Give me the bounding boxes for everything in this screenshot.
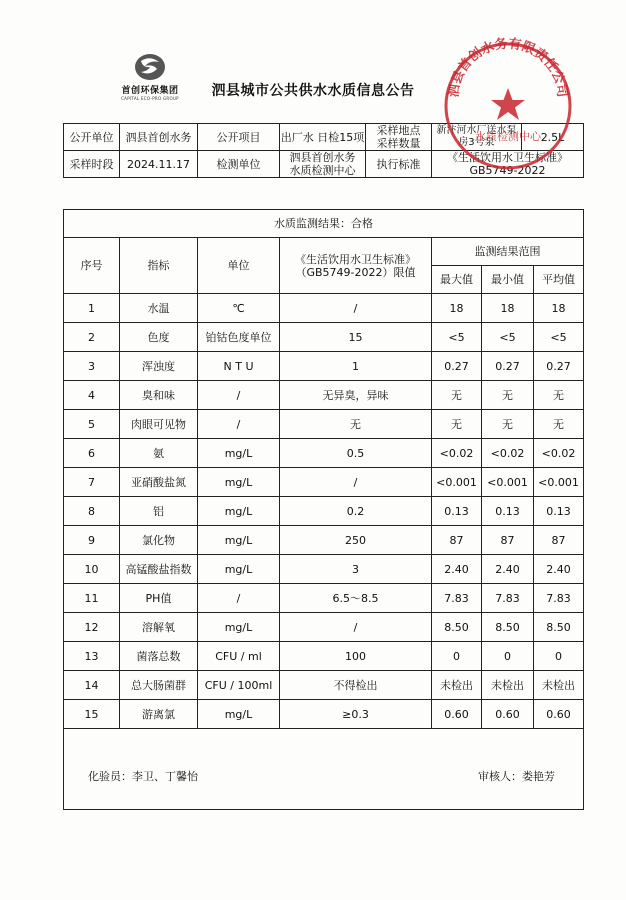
- cell-unit: /: [198, 381, 280, 410]
- test-dept-value: [280, 151, 366, 178]
- header-max: 最大值: [432, 266, 482, 294]
- cell-no: 11: [64, 584, 120, 613]
- header-no: 序号: [64, 238, 120, 294]
- cell-item: 总大肠菌群: [120, 671, 198, 700]
- cell-limit: ≥0.3: [280, 700, 432, 729]
- cell-avg: 87: [534, 526, 584, 555]
- public-item-label: 公开项目: [198, 124, 280, 151]
- logo-name-cn: 首创环保集团: [121, 86, 179, 96]
- cell-no: 12: [64, 613, 120, 642]
- logo-icon: [133, 52, 167, 82]
- cell-item: 水温: [120, 294, 198, 323]
- sample-place-label: 采样地点: [376, 124, 421, 137]
- cell-item: 溶解氧: [120, 613, 198, 642]
- cell-min: 18: [482, 294, 534, 323]
- cell-item: 菌落总数: [120, 642, 198, 671]
- cell-avg: <0.02: [534, 439, 584, 468]
- cell-avg: 无: [534, 381, 584, 410]
- cell-no: 8: [64, 497, 120, 526]
- cell-unit: ℃: [198, 294, 280, 323]
- cell-max: 2.40: [432, 555, 482, 584]
- cell-min: 87: [482, 526, 534, 555]
- cell-no: 9: [64, 526, 120, 555]
- public-unit-value: 泗县首创水务: [120, 124, 198, 151]
- cell-unit: 铂钴色度单位: [198, 323, 280, 352]
- cell-limit: 1: [280, 352, 432, 381]
- table-row: [64, 352, 584, 381]
- table-row: [64, 323, 584, 352]
- cell-unit: mg/L: [198, 439, 280, 468]
- cell-item: 铝: [120, 497, 198, 526]
- cell-max: 无: [432, 410, 482, 439]
- cell-unit: mg/L: [198, 700, 280, 729]
- cell-max: <5: [432, 323, 482, 352]
- cell-max: 8.50: [432, 613, 482, 642]
- table-row: [64, 584, 584, 613]
- cell-unit: mg/L: [198, 555, 280, 584]
- result-row: [64, 210, 584, 238]
- sample-time-label: 采样时段: [64, 151, 120, 178]
- header-unit: 单位: [198, 238, 280, 294]
- public-unit-label: 公开单位: [64, 124, 120, 151]
- sample-qty-value: 2.5L: [522, 124, 584, 151]
- standard-line-1: 《生活饮用水卫生标准》: [447, 151, 568, 164]
- cell-item: PH值: [120, 584, 198, 613]
- cell-no: 2: [64, 323, 120, 352]
- cell-max: <0.001: [432, 468, 482, 497]
- cell-limit: 0.5: [280, 439, 432, 468]
- cell-min: <5: [482, 323, 534, 352]
- cell-avg: 8.50: [534, 613, 584, 642]
- cell-max: 0: [432, 642, 482, 671]
- cell-item: 臭和味: [120, 381, 198, 410]
- header-limit-line-1: 《生活饮用水卫生标准》: [295, 252, 416, 266]
- cell-item: 浑浊度: [120, 352, 198, 381]
- cell-unit: N T U: [198, 352, 280, 381]
- cell-limit: 100: [280, 642, 432, 671]
- cell-min: 无: [482, 410, 534, 439]
- cell-unit: mg/L: [198, 526, 280, 555]
- tester-signature: 化验员：李卫、丁馨怡: [88, 770, 198, 783]
- cell-min: 0.27: [482, 352, 534, 381]
- cell-unit: mg/L: [198, 613, 280, 642]
- cell-limit: 不得检出: [280, 671, 432, 700]
- public-item-value: 出厂水 日检15项: [280, 124, 366, 151]
- table-row: [64, 613, 584, 642]
- cell-item: 色度: [120, 323, 198, 352]
- cell-limit: 无异臭，异味: [280, 381, 432, 410]
- cell-no: 3: [64, 352, 120, 381]
- cell-avg: <0.001: [534, 468, 584, 497]
- reviewer-signature: 审核人：娄艳芳: [478, 770, 555, 783]
- cell-unit: /: [198, 410, 280, 439]
- cell-item: 亚硝酸盐氮: [120, 468, 198, 497]
- cell-no: 6: [64, 439, 120, 468]
- cell-avg: 0.27: [534, 352, 584, 381]
- cell-min: 0.60: [482, 700, 534, 729]
- sample-place-qty-labels: [366, 124, 432, 151]
- cell-min: <0.02: [482, 439, 534, 468]
- header-item: 指标: [120, 238, 198, 294]
- table-row: [64, 526, 584, 555]
- test-dept-label: 检测单位: [198, 151, 280, 178]
- info-row-1: [64, 124, 584, 151]
- cell-unit: CFU / ml: [198, 642, 280, 671]
- cell-min: 0.13: [482, 497, 534, 526]
- cell-limit: /: [280, 294, 432, 323]
- table-row: [64, 671, 584, 700]
- svg-text:泗县首创水务有限责任公司: 泗县首创水务有限责任公司: [446, 36, 570, 99]
- cell-min: 未检出: [482, 671, 534, 700]
- cell-max: 0.27: [432, 352, 482, 381]
- table-row: [64, 642, 584, 671]
- cell-max: 0.60: [432, 700, 482, 729]
- cell-min: 2.40: [482, 555, 534, 584]
- cell-item: 氯化物: [120, 526, 198, 555]
- table-row: [64, 468, 584, 497]
- cell-min: 8.50: [482, 613, 534, 642]
- cell-unit: mg/L: [198, 468, 280, 497]
- table-row: [64, 381, 584, 410]
- cell-limit: 6.5～8.5: [280, 584, 432, 613]
- result-summary: 水质监测结果：合格: [64, 210, 584, 238]
- cell-unit: mg/L: [198, 497, 280, 526]
- cell-max: 87: [432, 526, 482, 555]
- cell-item: 肉眼可见物: [120, 410, 198, 439]
- standard-label: 执行标准: [366, 151, 432, 178]
- header-avg: 平均值: [534, 266, 584, 294]
- cell-min: <0.001: [482, 468, 534, 497]
- cell-avg: 未检出: [534, 671, 584, 700]
- header-limit: [280, 238, 432, 294]
- cell-max: 7.83: [432, 584, 482, 613]
- cell-limit: /: [280, 613, 432, 642]
- cell-min: 0: [482, 642, 534, 671]
- cell-no: 7: [64, 468, 120, 497]
- table-row: [64, 555, 584, 584]
- cell-limit: 0.2: [280, 497, 432, 526]
- sample-qty-label: 采样数量: [376, 137, 421, 150]
- cell-item: 氨: [120, 439, 198, 468]
- cell-item: 游离氯: [120, 700, 198, 729]
- standard-value: [432, 151, 584, 178]
- cell-no: 14: [64, 671, 120, 700]
- cell-limit: 15: [280, 323, 432, 352]
- cell-limit: 250: [280, 526, 432, 555]
- cell-max: 0.13: [432, 497, 482, 526]
- cell-limit: 无: [280, 410, 432, 439]
- results-table: [63, 209, 584, 810]
- sample-time-value: 2024.11.17: [120, 151, 198, 178]
- cell-avg: 0.60: [534, 700, 584, 729]
- page-title: 泗县城市公共供水水质信息公告: [211, 83, 415, 99]
- cell-no: 5: [64, 410, 120, 439]
- cell-max: 无: [432, 381, 482, 410]
- cell-max: 18: [432, 294, 482, 323]
- cell-avg: 18: [534, 294, 584, 323]
- standard-line-2: GB5749-2022: [469, 164, 546, 177]
- header-min: 最小值: [482, 266, 534, 294]
- cell-min: 7.83: [482, 584, 534, 613]
- cell-no: 15: [64, 700, 120, 729]
- header-limit-line-2: （GB5749-2022）限值: [295, 265, 416, 279]
- table-row: [64, 410, 584, 439]
- table-row: [64, 700, 584, 729]
- sample-place-value: 新汴河水厂送水泵房3号泵: [432, 124, 522, 151]
- cell-limit: 3: [280, 555, 432, 584]
- cell-item: 高锰酸盐指数: [120, 555, 198, 584]
- cell-unit: CFU / 100ml: [198, 671, 280, 700]
- cell-avg: 无: [534, 410, 584, 439]
- table-row: [64, 439, 584, 468]
- info-table: [63, 123, 584, 178]
- cell-avg: <5: [534, 323, 584, 352]
- info-row-2: [64, 151, 584, 178]
- cell-avg: 0: [534, 642, 584, 671]
- cell-min: 无: [482, 381, 534, 410]
- cell-avg: 2.40: [534, 555, 584, 584]
- cell-no: 4: [64, 381, 120, 410]
- cell-max: <0.02: [432, 439, 482, 468]
- results-body: [64, 294, 584, 729]
- cell-no: 13: [64, 642, 120, 671]
- test-dept-line-2: 水质检测中心: [289, 164, 356, 177]
- svg-text:水质检测中心: 水质检测中心: [475, 130, 541, 143]
- cell-avg: 7.83: [534, 584, 584, 613]
- table-row: [64, 497, 584, 526]
- logo-name-en: CAPITAL ECO-PRO GROUP: [121, 96, 179, 101]
- cell-unit: /: [198, 584, 280, 613]
- cell-max: 未检出: [432, 671, 482, 700]
- header-range: 监测结果范围: [432, 238, 584, 266]
- cell-avg: 0.13: [534, 497, 584, 526]
- cell-limit: /: [280, 468, 432, 497]
- table-row: [64, 294, 584, 323]
- cell-no: 1: [64, 294, 120, 323]
- test-dept-line-1: 泗县首创水务: [289, 151, 356, 164]
- header-row-1: [64, 238, 584, 266]
- cell-no: 10: [64, 555, 120, 584]
